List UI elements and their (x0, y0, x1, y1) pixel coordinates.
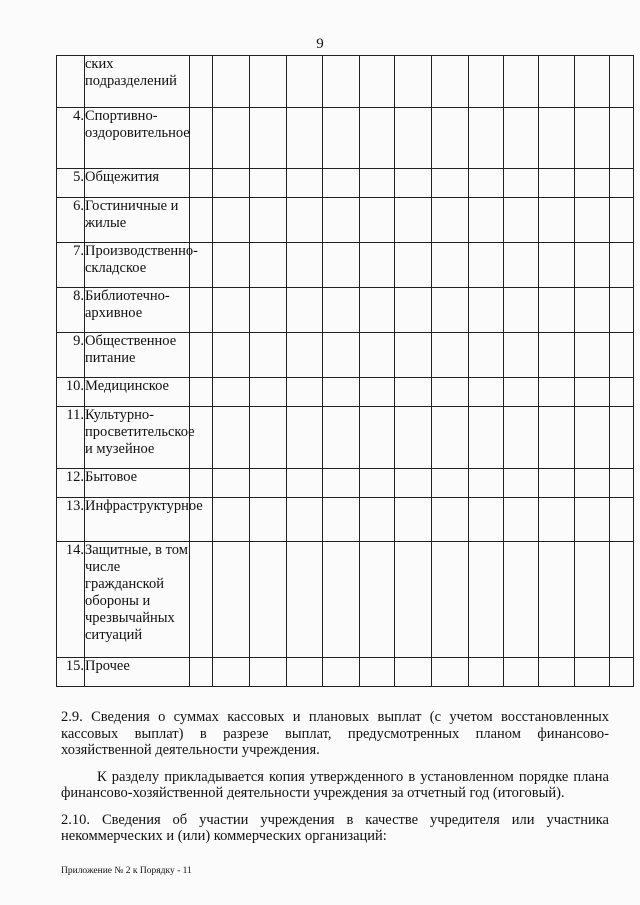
data-cell (323, 169, 360, 198)
data-cell (323, 542, 360, 658)
data-cell (287, 378, 323, 407)
data-cell (250, 243, 287, 288)
data-cell (360, 498, 395, 542)
data-cell (575, 56, 610, 108)
data-cell (213, 288, 250, 333)
data-cell (504, 288, 539, 333)
data-cell (213, 542, 250, 658)
data-cell (250, 658, 287, 687)
property-usage-table (56, 55, 634, 687)
data-cell (360, 469, 395, 498)
data-cell (469, 333, 504, 378)
data-cell (250, 498, 287, 542)
data-cell (395, 378, 432, 407)
data-cell (432, 56, 469, 108)
row-label: Бытовое (85, 469, 190, 498)
data-cell (360, 56, 395, 108)
data-cell (395, 658, 432, 687)
paragraph-2-9: 2.9. Сведения о суммах кассовых и плановых выплат (с учетом восстановленных кассовых выплат) в разрезе выплат, предусмотренных планом финансово-хозяйственной деятельности учреждения. (61, 709, 609, 758)
data-cell (610, 333, 634, 378)
data-cell (287, 542, 323, 658)
row-number: 7. (57, 243, 85, 288)
data-cell (287, 498, 323, 542)
data-cell (539, 243, 575, 288)
data-cell (323, 198, 360, 243)
data-cell (610, 498, 634, 542)
data-cell (323, 243, 360, 288)
data-cell (575, 407, 610, 469)
data-cell (432, 288, 469, 333)
data-cell (504, 407, 539, 469)
data-cell (395, 108, 432, 169)
data-cell (504, 658, 539, 687)
data-cell (323, 56, 360, 108)
data-cell (287, 407, 323, 469)
data-cell (287, 108, 323, 169)
data-cell (469, 108, 504, 169)
data-cell (323, 378, 360, 407)
data-cell (432, 108, 469, 169)
data-cell (469, 198, 504, 243)
data-cell (213, 498, 250, 542)
data-cell (575, 333, 610, 378)
row-label: Инфраструктурное (85, 498, 190, 542)
data-cell (323, 288, 360, 333)
data-cell (213, 243, 250, 288)
row-label: Общественное питание (85, 333, 190, 378)
data-cell (190, 378, 213, 407)
data-cell (539, 542, 575, 658)
data-cell (432, 169, 469, 198)
data-cell (213, 198, 250, 243)
data-cell (395, 243, 432, 288)
data-cell (190, 469, 213, 498)
data-cell (539, 288, 575, 333)
data-cell (395, 56, 432, 108)
data-cell (432, 407, 469, 469)
data-cell (504, 108, 539, 169)
data-cell (539, 498, 575, 542)
data-cell (610, 108, 634, 169)
data-cell (610, 542, 634, 658)
data-cell (504, 333, 539, 378)
data-cell (250, 469, 287, 498)
data-cell (213, 108, 250, 169)
data-cell (213, 407, 250, 469)
data-cell (575, 243, 610, 288)
row-number: 6. (57, 198, 85, 243)
footer-note: Приложение № 2 к Порядку - 11 (61, 866, 192, 876)
page-number: 9 (316, 36, 324, 52)
table-row (57, 243, 634, 288)
table-row (57, 108, 634, 169)
data-cell (287, 243, 323, 288)
data-cell (610, 407, 634, 469)
data-cell (213, 169, 250, 198)
row-label: Гостиничные и жилые (85, 198, 190, 243)
data-cell (190, 169, 213, 198)
data-cell (610, 469, 634, 498)
paragraph-attachment: К разделу прикладывается копия утвержденного в установленном порядке плана финансово-хозяйственной деятельности учреждения за отчетный год (итоговый). (61, 768, 609, 801)
data-cell (575, 542, 610, 658)
row-number: 15. (57, 658, 85, 687)
row-number: 12. (57, 469, 85, 498)
data-cell (360, 378, 395, 407)
data-cell (287, 288, 323, 333)
data-cell (469, 658, 504, 687)
data-cell (575, 378, 610, 407)
data-cell (287, 333, 323, 378)
row-number (57, 56, 85, 108)
table-row (57, 498, 634, 542)
row-number: 13. (57, 498, 85, 542)
data-cell (432, 658, 469, 687)
data-cell (360, 658, 395, 687)
data-cell (190, 198, 213, 243)
data-cell (323, 407, 360, 469)
data-cell (250, 407, 287, 469)
data-cell (469, 288, 504, 333)
row-label: Спортивно-оздоровительное (85, 108, 190, 169)
data-cell (469, 169, 504, 198)
data-cell (250, 198, 287, 243)
data-cell (610, 169, 634, 198)
row-label: Защитные, в том числе гражданской обороны и чрезвычайных ситуаций (85, 542, 190, 658)
data-cell (469, 498, 504, 542)
data-cell (395, 169, 432, 198)
data-cell (539, 407, 575, 469)
row-number: 5. (57, 169, 85, 198)
data-cell (395, 198, 432, 243)
data-cell (287, 198, 323, 243)
data-cell (287, 658, 323, 687)
data-cell (360, 169, 395, 198)
data-cell (360, 243, 395, 288)
paragraph-2-10: 2.10. Сведения об участии учреждения в качестве учредителя или участника некоммерческих и (или) коммерческих организаций: (61, 811, 609, 844)
data-cell (504, 378, 539, 407)
data-cell (250, 288, 287, 333)
table-row (57, 542, 634, 658)
data-cell (190, 288, 213, 333)
data-cell (610, 198, 634, 243)
data-cell (575, 288, 610, 333)
data-cell (287, 56, 323, 108)
data-cell (323, 658, 360, 687)
data-cell (190, 108, 213, 169)
data-cell (539, 198, 575, 243)
table-row (57, 198, 634, 243)
data-cell (469, 56, 504, 108)
data-cell (575, 169, 610, 198)
data-cell (469, 243, 504, 288)
row-label: Культурно-просветительское и музейное (85, 407, 190, 469)
data-cell (287, 169, 323, 198)
data-cell (190, 333, 213, 378)
data-cell (190, 542, 213, 658)
table-row (57, 56, 634, 108)
data-cell (432, 498, 469, 542)
row-label: Библиотечно-архивное (85, 288, 190, 333)
data-cell (432, 469, 469, 498)
data-cell (250, 108, 287, 169)
table-row (57, 169, 634, 198)
data-cell (469, 542, 504, 658)
table-row (57, 407, 634, 469)
table-row (57, 469, 634, 498)
data-cell (190, 658, 213, 687)
data-cell (539, 658, 575, 687)
data-cell (213, 469, 250, 498)
data-cell (395, 333, 432, 378)
data-cell (213, 658, 250, 687)
row-number: 10. (57, 378, 85, 407)
data-cell (395, 498, 432, 542)
data-cell (539, 56, 575, 108)
data-cell (360, 198, 395, 243)
data-cell (213, 333, 250, 378)
data-cell (575, 198, 610, 243)
data-cell (504, 498, 539, 542)
data-cell (213, 56, 250, 108)
data-cell (323, 333, 360, 378)
data-cell (504, 243, 539, 288)
data-cell (360, 407, 395, 469)
data-cell (432, 333, 469, 378)
data-cell (360, 542, 395, 658)
row-label: Общежития (85, 169, 190, 198)
data-cell (190, 56, 213, 108)
data-cell (395, 407, 432, 469)
data-cell (504, 56, 539, 108)
data-cell (395, 288, 432, 333)
data-cell (504, 469, 539, 498)
row-label: ских подразделений (85, 56, 190, 108)
table-row (57, 658, 634, 687)
table-row (57, 333, 634, 378)
data-cell (250, 542, 287, 658)
row-number: 14. (57, 542, 85, 658)
data-cell (432, 542, 469, 658)
data-cell (250, 378, 287, 407)
row-number: 9. (57, 333, 85, 378)
row-label: Медицинское (85, 378, 190, 407)
data-cell (610, 658, 634, 687)
data-cell (575, 108, 610, 169)
data-cell (469, 469, 504, 498)
data-cell (360, 333, 395, 378)
data-cell (250, 333, 287, 378)
data-cell (539, 469, 575, 498)
row-number: 8. (57, 288, 85, 333)
data-cell (575, 658, 610, 687)
data-cell (610, 56, 634, 108)
row-number: 11. (57, 407, 85, 469)
data-cell (360, 108, 395, 169)
data-cell (575, 469, 610, 498)
data-cell (610, 288, 634, 333)
data-cell (250, 56, 287, 108)
data-cell (432, 378, 469, 407)
data-cell (504, 169, 539, 198)
row-label: Производственно-складское (85, 243, 190, 288)
data-cell (395, 542, 432, 658)
data-cell (610, 378, 634, 407)
data-cell (575, 498, 610, 542)
data-cell (360, 288, 395, 333)
data-cell (323, 108, 360, 169)
text-block (61, 709, 609, 845)
data-cell (287, 469, 323, 498)
table-row (57, 288, 634, 333)
data-cell (323, 469, 360, 498)
data-cell (469, 407, 504, 469)
data-cell (469, 378, 504, 407)
data-cell (213, 378, 250, 407)
data-cell (250, 169, 287, 198)
data-cell (504, 198, 539, 243)
data-cell (539, 378, 575, 407)
data-cell (432, 243, 469, 288)
row-number: 4. (57, 108, 85, 169)
data-cell (539, 108, 575, 169)
data-cell (539, 333, 575, 378)
data-cell (432, 198, 469, 243)
data-cell (395, 469, 432, 498)
data-cell (539, 169, 575, 198)
data-cell (610, 243, 634, 288)
data-cell (323, 498, 360, 542)
data-cell (504, 542, 539, 658)
table-row (57, 378, 634, 407)
row-label: Прочее (85, 658, 190, 687)
